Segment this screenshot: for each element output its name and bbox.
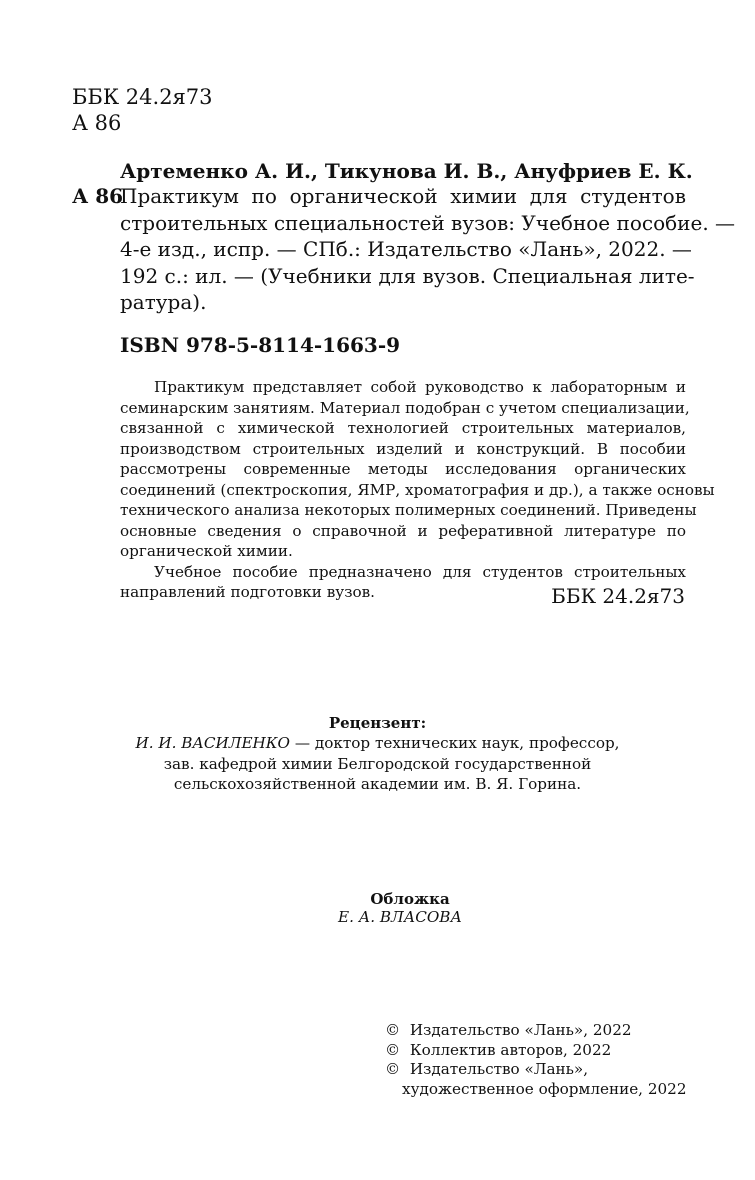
cover-heading: Обложка	[370, 890, 450, 908]
bbk-code-bottom: ББК 24.2я73	[551, 584, 685, 608]
annotation-line: соединений (спектроскопия, ЯМР, хроматография и др.), а также основы	[120, 480, 715, 499]
reviewer-line: зав. кафедрой химии Белгородской государственной	[163, 754, 592, 773]
description-line: ратура).	[120, 290, 207, 314]
copyright-line: художественное оформление, 2022	[402, 1079, 687, 1098]
annotation-line: органической химии.	[120, 542, 293, 560]
author-mark-inline: А 86	[72, 184, 124, 208]
copyright-symbol: ©	[385, 1060, 401, 1078]
annotation-line: Учебное пособие предназначено для студентов строительных	[154, 562, 686, 581]
annotation-line: рассмотрены современные методы исследования органических	[120, 460, 686, 478]
annotation-line: связанной с химической технологией строительных материалов,	[120, 419, 686, 437]
book-authors: Артеменко А. И., Тикунова И. В., Ануфриев Е. К.	[120, 159, 693, 183]
isbn: ISBN 978-5-8114-1663-9	[120, 333, 401, 357]
copyright-symbol: ©	[385, 1021, 401, 1039]
author-mark-top: А 86	[72, 111, 122, 135]
copyright-line: © Издательство «Лань»,	[385, 1060, 589, 1078]
reviewer-title: — доктор технических наук, профессор,	[290, 734, 620, 752]
copyright-line: © Издательство «Лань», 2022	[385, 1021, 632, 1039]
reviewer-line	[0, 733, 755, 754]
copyright-symbol: ©	[385, 1040, 401, 1059]
annotation-line: направлений подготовки вузов.	[120, 583, 376, 601]
annotation-line: основные сведения о справочной и реферативной литературе по	[120, 521, 686, 540]
cover-designer: Е. А. ВЛАСОВА	[338, 908, 462, 926]
description-line: Практикум по органической химии для студентов	[120, 184, 686, 208]
reviewer-info	[0, 733, 755, 795]
annotation-line: семинарским занятиям. Материал подобран с учетом специализации,	[120, 398, 690, 417]
copyright-block	[385, 1021, 687, 1099]
description-line: строительных специальностей вузов: Учебное пособие. —	[120, 210, 736, 235]
annotation	[120, 377, 715, 603]
annotation-line: технического анализа некоторых полимерных соединений. Приведены	[120, 501, 697, 519]
book-description	[120, 183, 736, 316]
copyright-line: © Коллектив авторов, 2022	[385, 1040, 612, 1059]
description-line: 4-е изд., испр. — СПб.: Издательство «Лань», 2022. —	[120, 237, 692, 261]
reviewer-name: И. И. ВАСИЛЕНКО	[135, 734, 291, 752]
annotation-line: Практикум представляет собой руководство к лабораторным и	[154, 378, 686, 396]
bbk-code-top: ББК 24.2я73	[72, 85, 213, 109]
reviewer-heading: Рецензент:	[328, 714, 427, 732]
reviewer-line: сельскохозяйственной академии им. В. Я. Горина.	[173, 775, 582, 793]
annotation-line: производством строительных изделий и конструкций. В пособии	[120, 439, 686, 458]
description-line: 192 с.: ил. — (Учебники для вузов. Специальная лите-	[120, 263, 695, 288]
